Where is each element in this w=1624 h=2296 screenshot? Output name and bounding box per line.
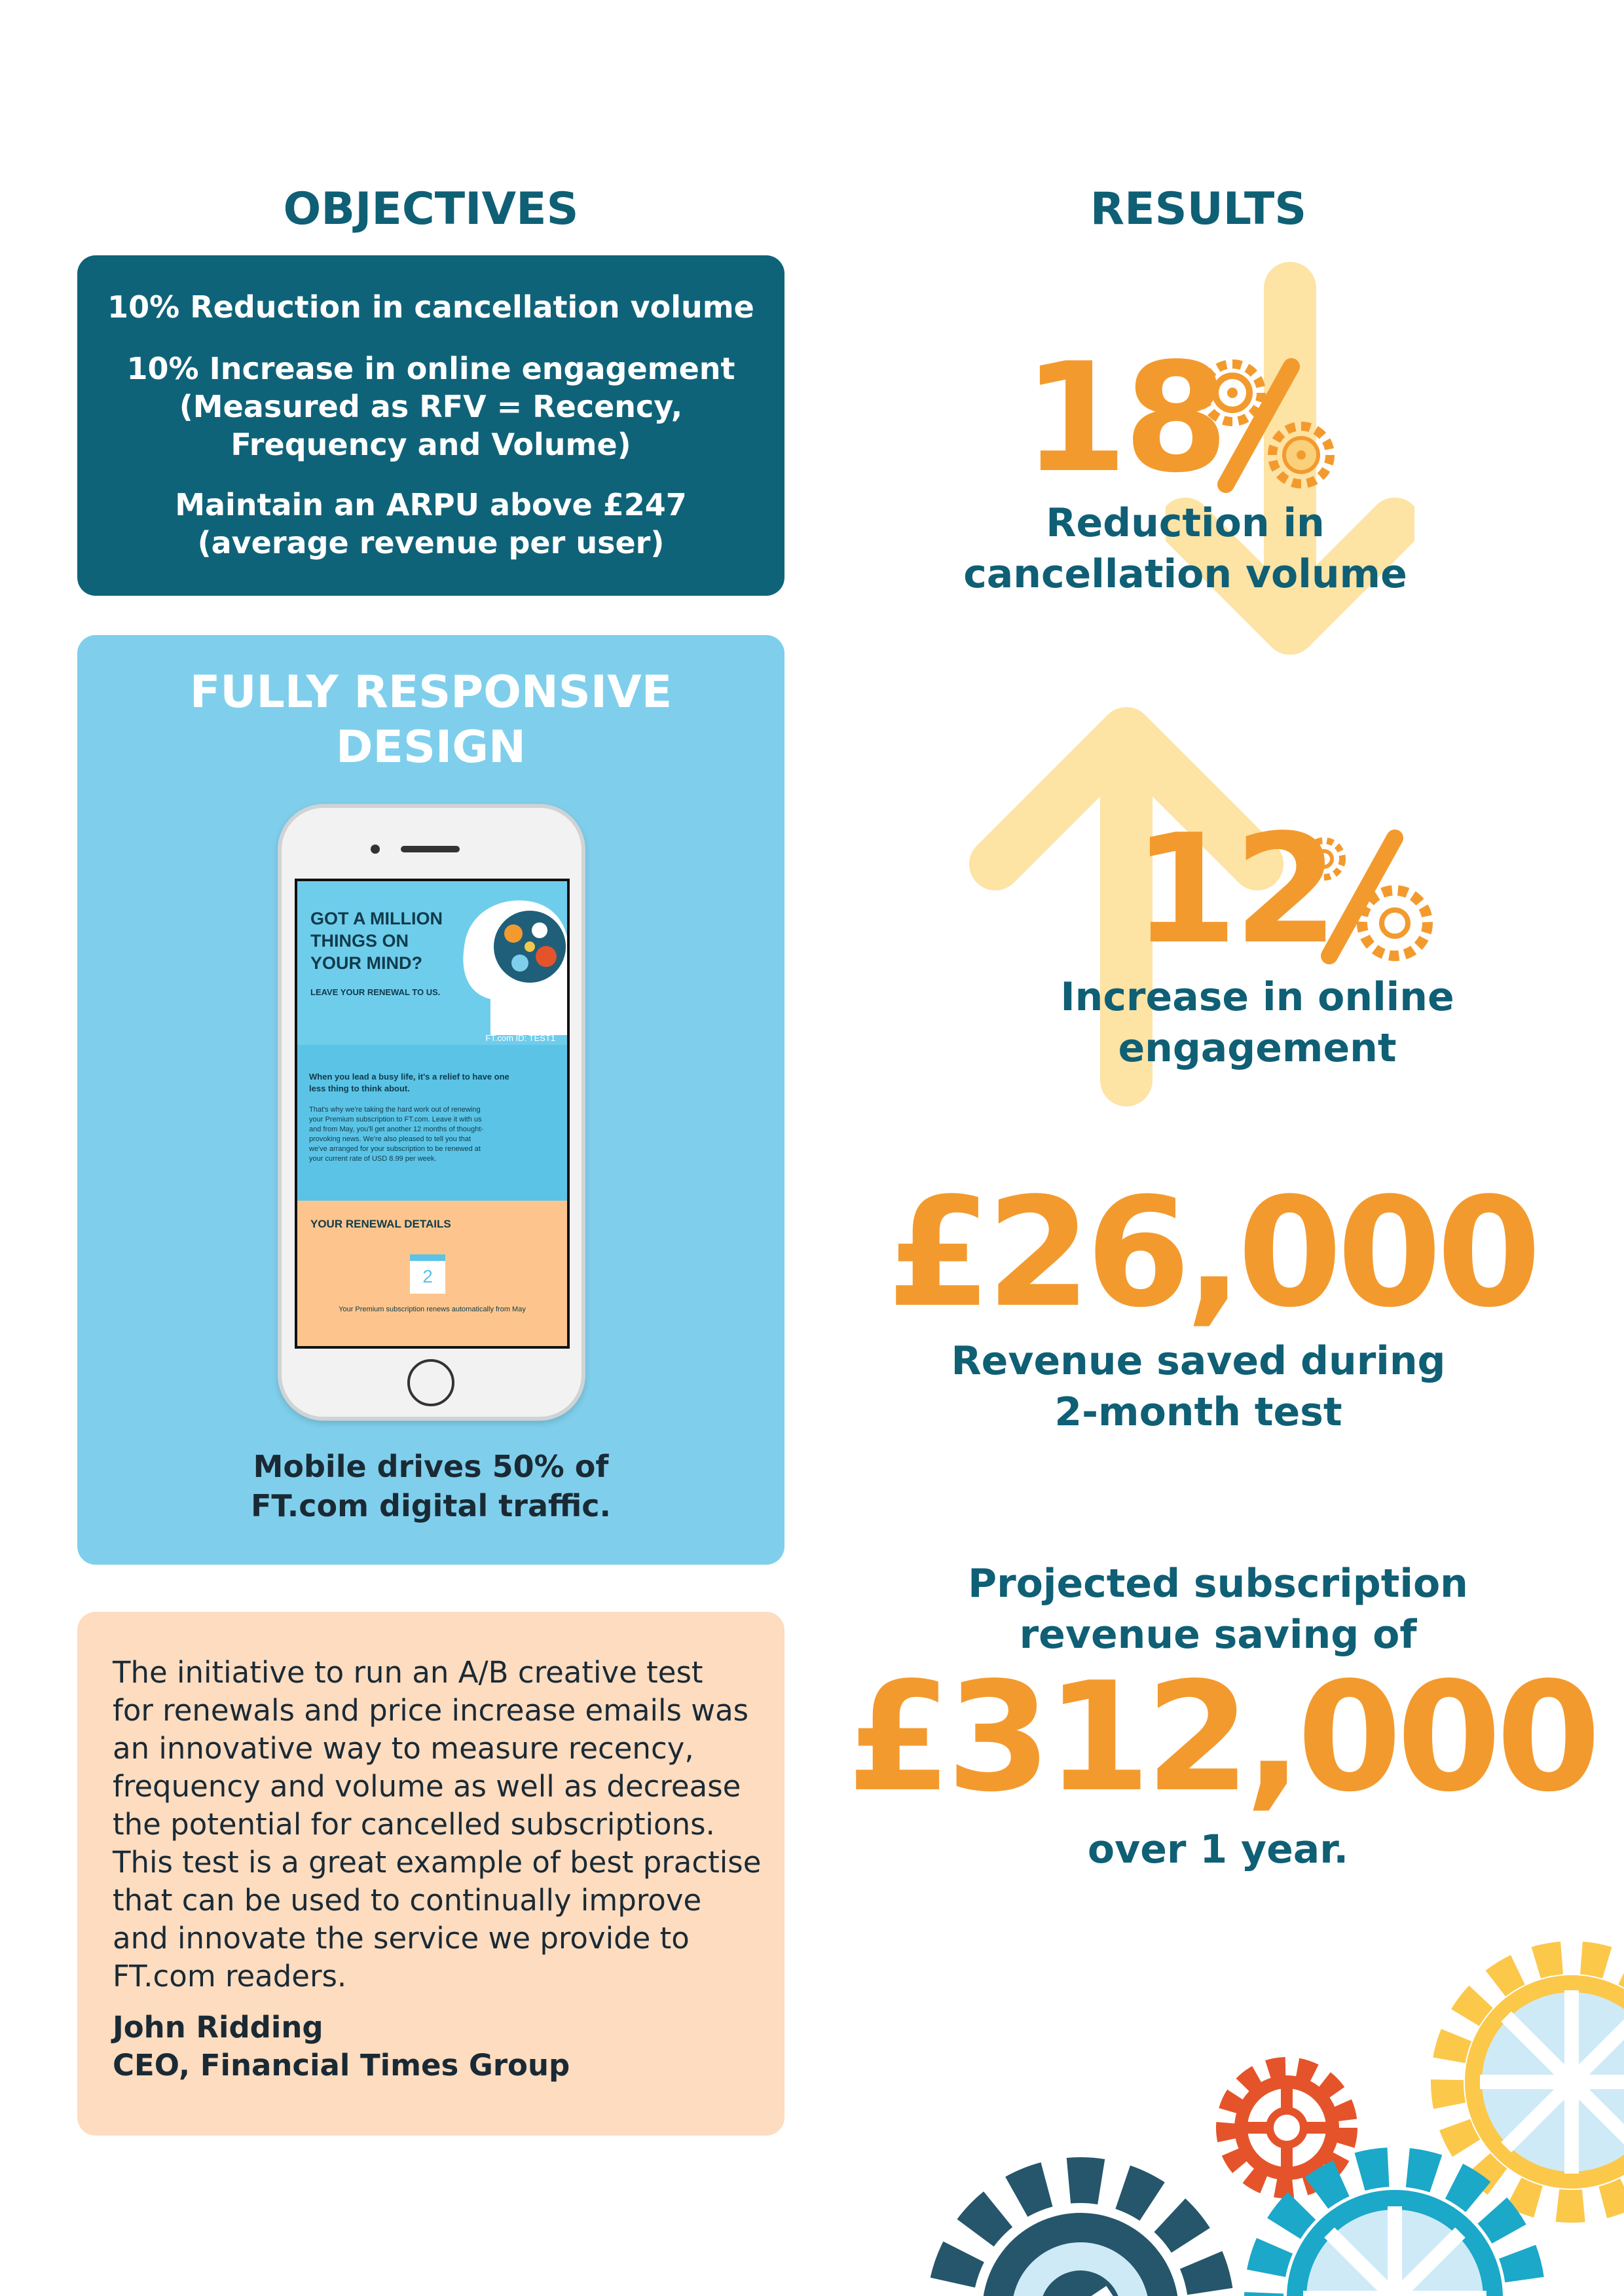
quote-line: and innovate the service we provide to (113, 1921, 690, 1956)
stat3-label-line2: 2-month test (1054, 1389, 1342, 1435)
phone-home-button (407, 1359, 454, 1406)
percent-gears-icon (1290, 825, 1447, 969)
calendar-icon: 2 (410, 1254, 445, 1294)
email-renewal-note: Your Premium subscription renews automatically from May (339, 1305, 526, 1313)
stat4-label-line1: Projected subscription (968, 1561, 1468, 1607)
objective-cancellation: 10% Reduction in cancellation volume (107, 289, 754, 325)
objective-arpu: Maintain an ARPU above £247 (175, 487, 687, 522)
phone-screen (295, 879, 570, 1349)
responsive-design-panel (77, 635, 784, 1565)
stat2-label-line1: Increase in online (1060, 974, 1454, 1020)
objective-arpu-note: (average revenue per user) (197, 525, 665, 560)
decorative-gears-icon (917, 1931, 1624, 2296)
phone-mockup (278, 804, 585, 1421)
objective-engagement-note-2: Frequency and Volume) (231, 427, 631, 462)
stat2-number: 12 (1133, 803, 1335, 977)
objective-engagement: 10% Increase in online engagement (126, 351, 735, 386)
quote-line: that can be used to continually improve (113, 1883, 702, 1918)
percent-gears-icon (1187, 354, 1344, 498)
quote-line: an innovative way to measure recency, (113, 1731, 694, 1766)
email-headline-line1: GOT A MILLION (310, 909, 443, 928)
email-body-line: and from May, you'll get another 12 months of thought- (309, 1125, 484, 1133)
ceo-quote-panel (77, 1612, 784, 2136)
email-intro-line1: When you lead a busy life, it's a relief to have one (309, 1072, 509, 1082)
email-id-label: FT.com ID: TEST1 (485, 1033, 555, 1043)
quote-author: John Ridding (113, 2010, 323, 2045)
quote-line: for renewals and price increase emails was (113, 1693, 749, 1728)
phone-speaker (401, 846, 460, 852)
stat1-label-line1: Reduction in (1046, 500, 1325, 546)
email-body-line: provoking news. We're also pleased to tell you that (309, 1135, 471, 1143)
objectives-panel (77, 255, 784, 596)
quote-line: The initiative to run an A/B creative test (113, 1655, 703, 1690)
responsive-caption-line2: FT.com digital traffic. (250, 1488, 612, 1523)
email-renewal-section (297, 1201, 567, 1346)
objective-engagement-note-1: (Measured as RFV = Recency, (179, 389, 683, 424)
quote-line: FT.com readers. (113, 1959, 347, 1994)
responsive-caption-line1: Mobile drives 50% of (253, 1449, 609, 1484)
stat4-label-after: over 1 year. (1087, 1827, 1349, 1872)
stat2-label-line2: engagement (1118, 1025, 1397, 1071)
results-heading: RESULTS (1090, 183, 1307, 235)
email-headline-line3: YOUR MIND? (310, 953, 422, 973)
email-body-line: That's why we're taking the hard work out of renewing (309, 1106, 481, 1114)
email-headline-line2: THINGS ON (310, 931, 409, 951)
stat4-value: £312,000 (847, 1650, 1596, 1825)
responsive-heading-line2: DESIGN (336, 721, 526, 773)
stat1-number: 18 (1023, 331, 1225, 506)
quote-line: frequency and volume as well as decrease (113, 1769, 741, 1804)
email-subhead: LEAVE YOUR RENEWAL TO US. (310, 987, 441, 997)
quote-author-role: CEO, Financial Times Group (113, 2048, 570, 2083)
email-body-line: we've arranged for your subscription to be renewed at (309, 1145, 481, 1153)
email-body-line: your Premium subscription to FT.com. Leave it with us (309, 1116, 482, 1123)
quote-line: This test is a great example of best practise (113, 1845, 762, 1880)
email-body-line: your current rate of USD 8.99 per week. (309, 1155, 437, 1163)
quote-line: the potential for cancelled subscriptions. (113, 1807, 715, 1842)
head-illustration (451, 894, 569, 1038)
email-renewal-heading: YOUR RENEWAL DETAILS (310, 1218, 451, 1230)
stat1-label-line2: cancellation volume (963, 551, 1407, 597)
stat3-value: £26,000 (887, 1166, 1536, 1341)
email-intro-line2: less thing to think about. (309, 1084, 410, 1093)
stat3-label-line1: Revenue saved during (951, 1338, 1446, 1384)
stat4-label-line2: revenue saving of (1019, 1612, 1417, 1658)
objectives-heading: OBJECTIVES (283, 183, 579, 235)
responsive-heading-line1: FULLY RESPONSIVE (189, 666, 673, 718)
phone-camera (371, 845, 380, 854)
